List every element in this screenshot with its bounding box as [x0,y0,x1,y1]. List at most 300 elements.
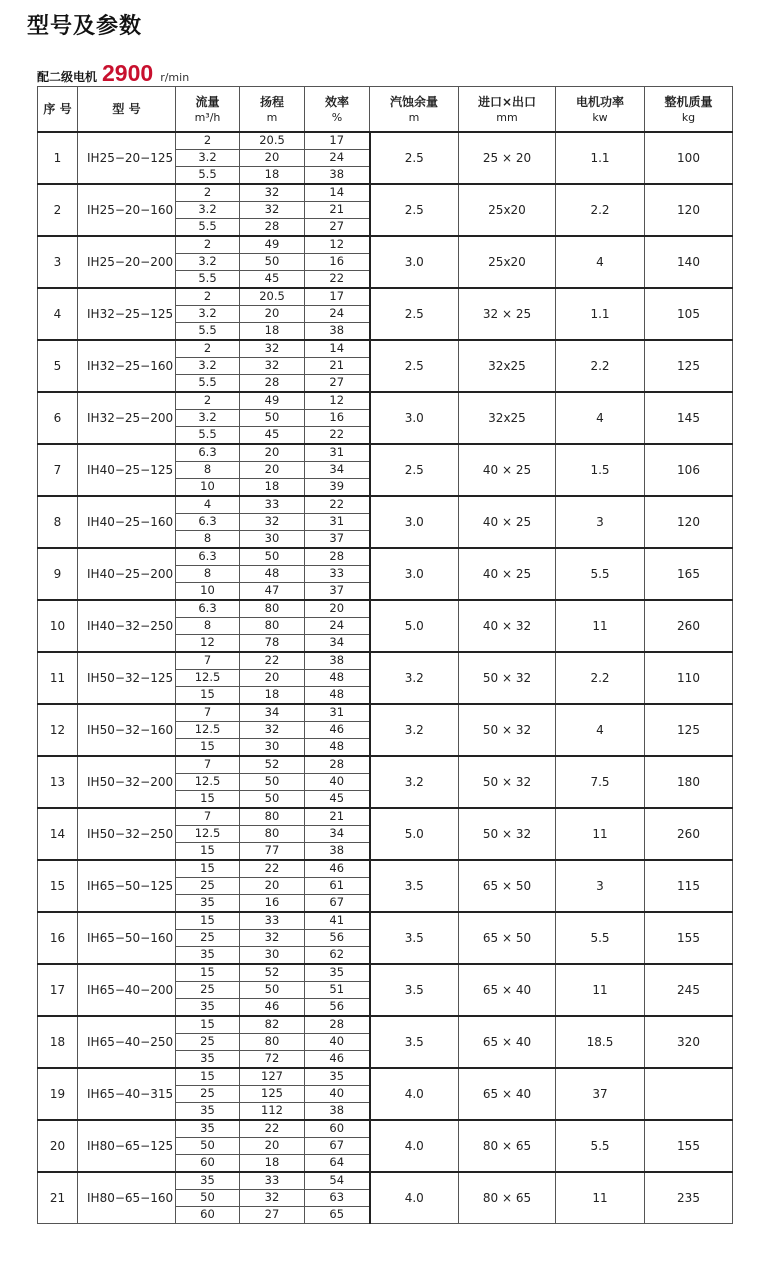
flow-cell: 15 [176,1016,240,1034]
flow-cell: 35 [176,947,240,965]
efficiency-cell: 17 [305,288,370,306]
npsh-cell: 4.0 [370,1120,459,1172]
row-model: IH25−20−125 [78,132,176,184]
head-cell: 20.5 [240,288,305,306]
motor-power-cell: 11 [556,600,645,652]
motor-power-cell: 2.2 [556,340,645,392]
head-cell: 20 [240,462,305,479]
inlet-outlet-cell: 65 × 50 [459,860,556,912]
head-cell: 50 [240,254,305,271]
motor-power-cell: 5.5 [556,1120,645,1172]
head-cell: 32 [240,184,305,202]
head-cell: 82 [240,1016,305,1034]
flow-cell: 8 [176,566,240,583]
efficiency-cell: 38 [305,843,370,861]
flow-cell: 3.2 [176,306,240,323]
flow-cell: 8 [176,462,240,479]
mass-cell [645,1068,733,1120]
row-model: IH40−32−250 [78,600,176,652]
row-number: 2 [38,184,78,236]
npsh-cell: 3.5 [370,860,459,912]
efficiency-cell: 37 [305,531,370,549]
row-model: IH50−32−160 [78,704,176,756]
head-cell: 50 [240,548,305,566]
mass-cell: 165 [645,548,733,600]
efficiency-cell: 22 [305,271,370,289]
efficiency-cell: 34 [305,826,370,843]
row-model: IH65−40−200 [78,964,176,1016]
efficiency-cell: 48 [305,739,370,757]
head-cell: 32 [240,202,305,219]
flow-cell: 7 [176,808,240,826]
head-cell: 50 [240,410,305,427]
efficiency-cell: 14 [305,340,370,358]
flow-cell: 5.5 [176,271,240,289]
row-number: 13 [38,756,78,808]
efficiency-cell: 40 [305,774,370,791]
flow-cell: 12 [176,635,240,653]
efficiency-cell: 39 [305,479,370,497]
motor-power-cell: 2.2 [556,184,645,236]
efficiency-cell: 65 [305,1207,370,1224]
head-cell: 18 [240,167,305,185]
row-number: 16 [38,912,78,964]
efficiency-cell: 48 [305,670,370,687]
npsh-cell: 2.5 [370,184,459,236]
head-cell: 32 [240,514,305,531]
head-cell: 28 [240,375,305,393]
flow-cell: 8 [176,531,240,549]
npsh-cell: 2.5 [370,340,459,392]
table-row [38,756,733,774]
row-number: 8 [38,496,78,548]
head-cell: 49 [240,236,305,254]
npsh-cell: 3.2 [370,756,459,808]
efficiency-cell: 22 [305,427,370,445]
inlet-outlet-cell: 50 × 32 [459,704,556,756]
flow-cell: 12.5 [176,826,240,843]
efficiency-cell: 16 [305,410,370,427]
mass-cell: 120 [645,496,733,548]
head-cell: 48 [240,566,305,583]
flow-cell: 5.5 [176,219,240,237]
head-cell: 30 [240,531,305,549]
header-flow: 流量 m³/h [176,87,240,133]
motor-rpm: 2900 [102,60,154,86]
efficiency-cell: 67 [305,895,370,913]
row-number: 12 [38,704,78,756]
efficiency-cell: 64 [305,1155,370,1173]
inlet-outlet-cell: 50 × 32 [459,756,556,808]
inlet-outlet-cell: 25x20 [459,236,556,288]
mass-cell: 125 [645,340,733,392]
row-number: 14 [38,808,78,860]
efficiency-cell: 34 [305,462,370,479]
npsh-cell: 2.5 [370,132,459,184]
efficiency-cell: 20 [305,600,370,618]
efficiency-cell: 38 [305,1103,370,1121]
row-model: IH50−32−200 [78,756,176,808]
mass-cell: 100 [645,132,733,184]
row-model: IH32−25−125 [78,288,176,340]
row-number: 17 [38,964,78,1016]
efficiency-cell: 56 [305,930,370,947]
head-cell: 72 [240,1051,305,1069]
table-row [38,600,733,618]
efficiency-cell: 12 [305,236,370,254]
flow-cell: 12.5 [176,670,240,687]
efficiency-cell: 34 [305,635,370,653]
head-cell: 22 [240,1120,305,1138]
pump-spec-table [37,86,733,1224]
npsh-cell: 3.5 [370,964,459,1016]
row-number: 10 [38,600,78,652]
efficiency-cell: 54 [305,1172,370,1190]
efficiency-cell: 38 [305,167,370,185]
motor-power-cell: 18.5 [556,1016,645,1068]
efficiency-cell: 16 [305,254,370,271]
efficiency-cell: 31 [305,704,370,722]
npsh-cell: 3.0 [370,548,459,600]
mass-cell: 110 [645,652,733,704]
npsh-cell: 3.5 [370,912,459,964]
efficiency-cell: 37 [305,583,370,601]
head-cell: 45 [240,427,305,445]
header-no: 序 号 [38,87,78,133]
flow-cell: 7 [176,652,240,670]
inlet-outlet-cell: 40 × 25 [459,444,556,496]
flow-cell: 4 [176,496,240,514]
flow-cell: 2 [176,184,240,202]
row-number: 5 [38,340,78,392]
efficiency-cell: 17 [305,132,370,150]
header-mass: 整机质量 kg [645,87,733,133]
head-cell: 78 [240,635,305,653]
head-cell: 50 [240,774,305,791]
table-row [38,964,733,982]
flow-cell: 3.2 [176,358,240,375]
flow-cell: 12.5 [176,774,240,791]
inlet-outlet-cell: 40 × 32 [459,600,556,652]
row-number: 9 [38,548,78,600]
head-cell: 20 [240,670,305,687]
mass-cell: 125 [645,704,733,756]
flow-cell: 15 [176,912,240,930]
efficiency-cell: 12 [305,392,370,410]
flow-cell: 15 [176,791,240,809]
flow-cell: 35 [176,999,240,1017]
head-cell: 80 [240,826,305,843]
motor-power-cell: 11 [556,808,645,860]
npsh-cell: 3.2 [370,652,459,704]
flow-cell: 2 [176,392,240,410]
npsh-cell: 5.0 [370,600,459,652]
head-cell: 45 [240,271,305,289]
table-row [38,132,733,150]
efficiency-cell: 22 [305,496,370,514]
row-model: IH32−25−160 [78,340,176,392]
efficiency-cell: 33 [305,566,370,583]
row-model: IH50−32−125 [78,652,176,704]
inlet-outlet-cell: 25 × 20 [459,132,556,184]
head-cell: 20 [240,878,305,895]
efficiency-cell: 24 [305,150,370,167]
flow-cell: 35 [176,895,240,913]
npsh-cell: 5.0 [370,808,459,860]
inlet-outlet-cell: 65 × 40 [459,964,556,1016]
head-cell: 112 [240,1103,305,1121]
efficiency-cell: 35 [305,964,370,982]
head-cell: 34 [240,704,305,722]
row-number: 21 [38,1172,78,1224]
flow-cell: 15 [176,1068,240,1086]
flow-cell: 15 [176,687,240,705]
header-head: 扬程 m [240,87,305,133]
motor-power-cell: 3 [556,496,645,548]
flow-cell: 2 [176,288,240,306]
head-cell: 32 [240,930,305,947]
flow-cell: 35 [176,1120,240,1138]
mass-cell: 155 [645,1120,733,1172]
flow-cell: 60 [176,1207,240,1224]
flow-cell: 10 [176,583,240,601]
head-cell: 22 [240,860,305,878]
mass-cell: 145 [645,392,733,444]
row-model: IH80−65−125 [78,1120,176,1172]
head-cell: 32 [240,722,305,739]
motor-power-cell: 11 [556,964,645,1016]
efficiency-cell: 63 [305,1190,370,1207]
header-row [38,87,733,133]
row-number: 20 [38,1120,78,1172]
head-cell: 33 [240,496,305,514]
mass-cell: 235 [645,1172,733,1224]
header-motor-power: 电机功率 kw [556,87,645,133]
head-cell: 80 [240,808,305,826]
inlet-outlet-cell: 32 × 25 [459,288,556,340]
flow-cell: 10 [176,479,240,497]
mass-cell: 260 [645,808,733,860]
flow-cell: 15 [176,843,240,861]
table-row [38,808,733,826]
row-number: 15 [38,860,78,912]
motor-power-cell: 4 [556,704,645,756]
head-cell: 16 [240,895,305,913]
inlet-outlet-cell: 80 × 65 [459,1172,556,1224]
inlet-outlet-cell: 32x25 [459,392,556,444]
efficiency-cell: 38 [305,323,370,341]
head-cell: 52 [240,964,305,982]
table-row [38,1120,733,1138]
head-cell: 46 [240,999,305,1017]
efficiency-cell: 31 [305,514,370,531]
flow-cell: 15 [176,739,240,757]
flow-cell: 6.3 [176,548,240,566]
efficiency-cell: 51 [305,982,370,999]
table-row [38,912,733,930]
efficiency-cell: 21 [305,202,370,219]
motor-power-cell: 1.1 [556,288,645,340]
mass-cell: 120 [645,184,733,236]
head-cell: 77 [240,843,305,861]
row-model: IH65−40−315 [78,1068,176,1120]
flow-cell: 25 [176,1034,240,1051]
inlet-outlet-cell: 65 × 40 [459,1016,556,1068]
mass-cell: 115 [645,860,733,912]
table-row [38,496,733,514]
flow-cell: 3.2 [176,254,240,271]
flow-cell: 25 [176,878,240,895]
inlet-outlet-cell: 32x25 [459,340,556,392]
motor-power-cell: 2.2 [556,652,645,704]
table-row [38,392,733,410]
table-row [38,444,733,462]
header-inlet-outlet: 进口×出口 mm [459,87,556,133]
head-cell: 80 [240,1034,305,1051]
efficiency-cell: 40 [305,1034,370,1051]
flow-cell: 7 [176,704,240,722]
row-number: 3 [38,236,78,288]
npsh-cell: 3.0 [370,236,459,288]
efficiency-cell: 28 [305,1016,370,1034]
flow-cell: 60 [176,1155,240,1173]
row-number: 7 [38,444,78,496]
efficiency-cell: 38 [305,652,370,670]
npsh-cell: 3.0 [370,496,459,548]
efficiency-cell: 46 [305,1051,370,1069]
npsh-cell: 3.5 [370,1016,459,1068]
efficiency-cell: 56 [305,999,370,1017]
efficiency-cell: 24 [305,618,370,635]
motor-power-cell: 4 [556,392,645,444]
row-number: 6 [38,392,78,444]
head-cell: 30 [240,947,305,965]
row-model: IH80−65−160 [78,1172,176,1224]
row-number: 19 [38,1068,78,1120]
flow-cell: 6.3 [176,514,240,531]
mass-cell: 260 [645,600,733,652]
table-row [38,860,733,878]
flow-cell: 12.5 [176,722,240,739]
row-model: IH40−25−200 [78,548,176,600]
table-row [38,652,733,670]
npsh-cell: 4.0 [370,1068,459,1120]
flow-cell: 35 [176,1103,240,1121]
flow-cell: 5.5 [176,323,240,341]
head-cell: 22 [240,652,305,670]
head-cell: 20 [240,444,305,462]
mass-cell: 155 [645,912,733,964]
inlet-outlet-cell: 50 × 32 [459,808,556,860]
page-title: 型号及参数 [27,14,143,39]
efficiency-cell: 14 [305,184,370,202]
row-model: IH25−20−200 [78,236,176,288]
row-model: IH50−32−250 [78,808,176,860]
npsh-cell: 3.0 [370,392,459,444]
row-model: IH65−40−250 [78,1016,176,1068]
flow-cell: 2 [176,236,240,254]
flow-cell: 50 [176,1138,240,1155]
motor-rpm-unit: r/min [160,71,190,84]
head-cell: 33 [240,912,305,930]
motor-power-cell: 1.5 [556,444,645,496]
efficiency-cell: 62 [305,947,370,965]
efficiency-cell: 67 [305,1138,370,1155]
flow-cell: 5.5 [176,427,240,445]
flow-cell: 6.3 [176,444,240,462]
flow-cell: 2 [176,340,240,358]
flow-cell: 35 [176,1051,240,1069]
head-cell: 49 [240,392,305,410]
npsh-cell: 3.2 [370,704,459,756]
table-row [38,1068,733,1086]
head-cell: 20 [240,306,305,323]
efficiency-cell: 45 [305,791,370,809]
efficiency-cell: 60 [305,1120,370,1138]
flow-cell: 2 [176,132,240,150]
efficiency-cell: 48 [305,687,370,705]
efficiency-cell: 21 [305,808,370,826]
row-model: IH25−20−160 [78,184,176,236]
motor-power-cell: 5.5 [556,912,645,964]
motor-label: 配二级电机 [37,70,98,84]
header-model: 型 号 [78,87,176,133]
motor-power-cell: 11 [556,1172,645,1224]
efficiency-cell: 61 [305,878,370,895]
row-model: IH65−50−125 [78,860,176,912]
table-row [38,548,733,566]
inlet-outlet-cell: 65 × 50 [459,912,556,964]
table-row [38,1172,733,1190]
table-row [38,288,733,306]
motor-power-cell: 5.5 [556,548,645,600]
inlet-outlet-cell: 25x20 [459,184,556,236]
mass-cell: 180 [645,756,733,808]
efficiency-cell: 27 [305,219,370,237]
row-model: IH32−25−200 [78,392,176,444]
header-npsh: 汽蚀余量 m [370,87,459,133]
motor-power-cell: 1.1 [556,132,645,184]
efficiency-cell: 21 [305,358,370,375]
efficiency-cell: 31 [305,444,370,462]
flow-cell: 25 [176,930,240,947]
motor-info [37,60,189,87]
flow-cell: 6.3 [176,600,240,618]
npsh-cell: 4.0 [370,1172,459,1224]
efficiency-cell: 46 [305,722,370,739]
head-cell: 80 [240,618,305,635]
motor-power-cell: 3 [556,860,645,912]
flow-cell: 5.5 [176,167,240,185]
head-cell: 18 [240,323,305,341]
motor-power-cell: 37 [556,1068,645,1120]
flow-cell: 15 [176,964,240,982]
inlet-outlet-cell: 50 × 32 [459,652,556,704]
mass-cell: 320 [645,1016,733,1068]
head-cell: 20 [240,150,305,167]
head-cell: 125 [240,1086,305,1103]
inlet-outlet-cell: 40 × 25 [459,548,556,600]
efficiency-cell: 46 [305,860,370,878]
flow-cell: 5.5 [176,375,240,393]
head-cell: 32 [240,358,305,375]
head-cell: 50 [240,791,305,809]
inlet-outlet-cell: 65 × 40 [459,1068,556,1120]
head-cell: 18 [240,479,305,497]
flow-cell: 15 [176,860,240,878]
header-efficiency: 效率 % [305,87,370,133]
table-row [38,704,733,722]
